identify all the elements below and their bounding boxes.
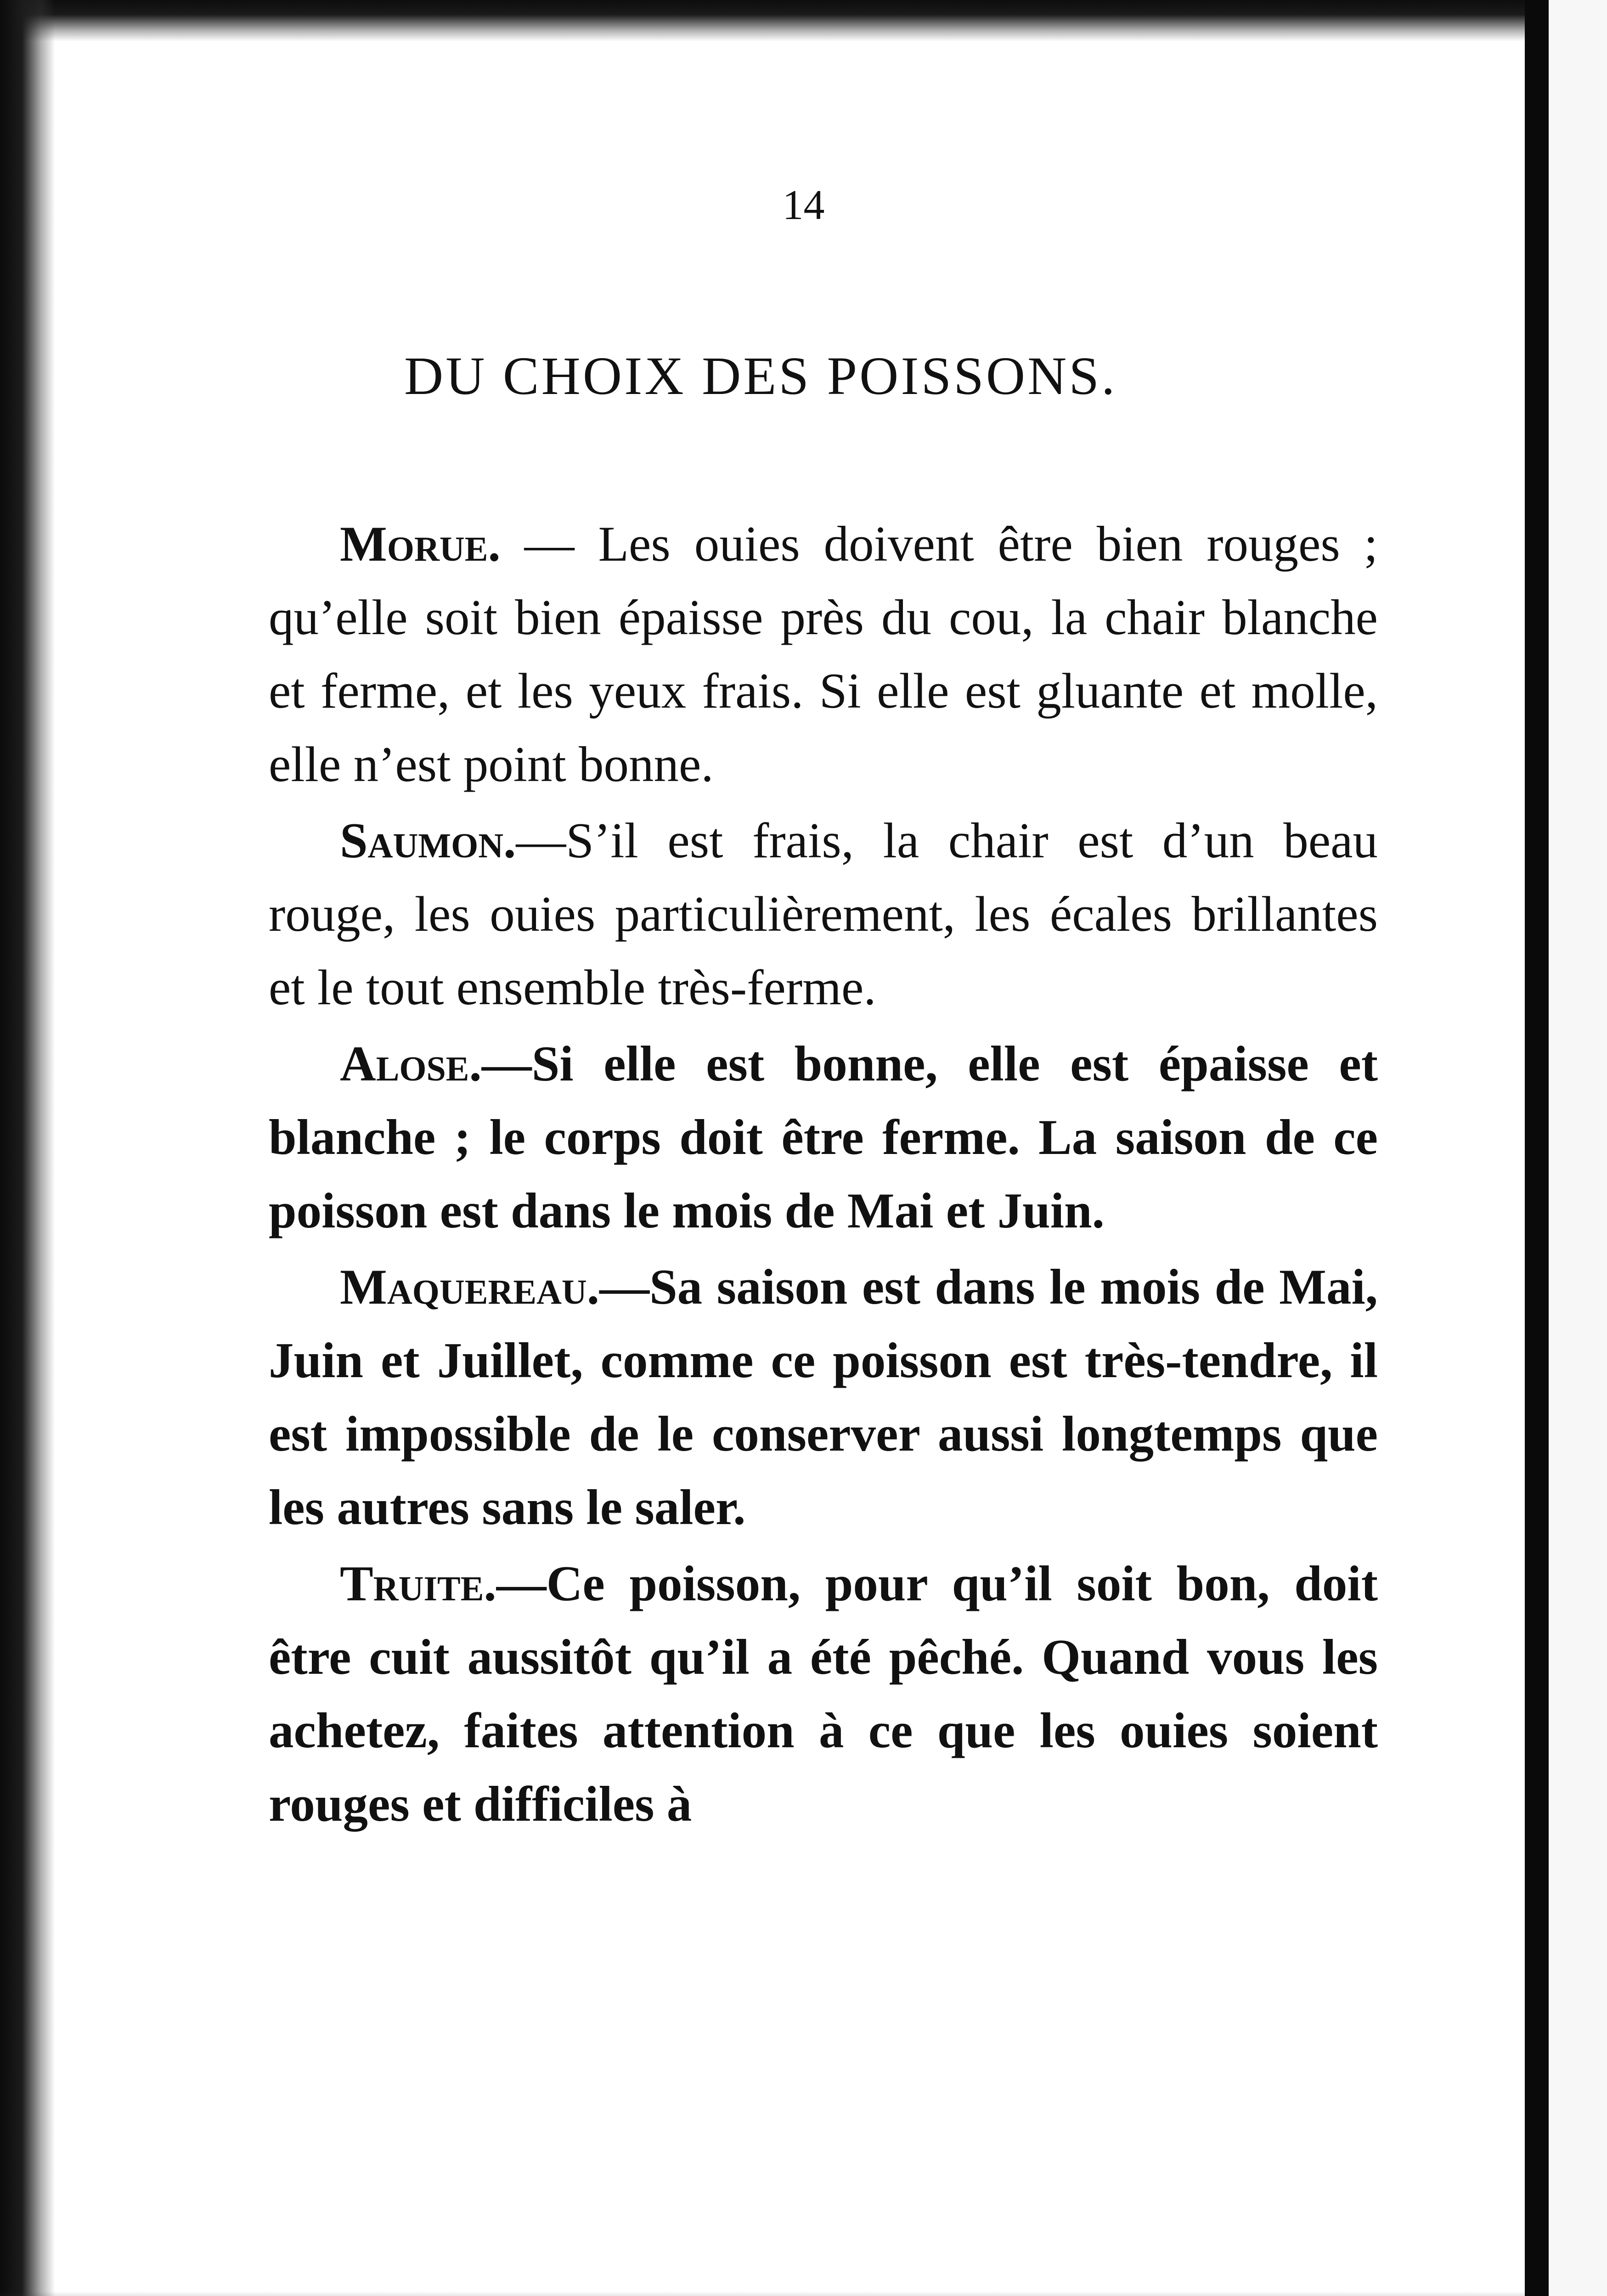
entry-maquereau <box>269 1250 1378 1544</box>
scan-right-margin <box>1549 0 1607 2296</box>
scan-bottom-edge <box>0 2291 1607 2296</box>
entry-text: —S’il est frais, la chair est d’un beau rouge, les ouies particulièrement, les écales brillantes et le tout ensemble très-ferme. <box>269 813 1378 1015</box>
scan-top-edge <box>0 0 1607 41</box>
scan-left-edge <box>0 0 55 2296</box>
page-title: DU CHOIX DES POISSONS. <box>404 346 1117 406</box>
entry-name: Alose. <box>340 1036 482 1092</box>
entry-name: Maquereau. <box>340 1259 600 1315</box>
entry-alose <box>269 1027 1378 1248</box>
entry-morue <box>269 507 1378 801</box>
page-gutter-rule <box>1525 0 1549 2296</box>
entry-saumon <box>269 804 1378 1024</box>
body-text <box>269 507 1378 1841</box>
entry-text: —Si elle est bonne, elle est épaisse et blanche ; le corps doit être ferme. La saison de ce poisson est dans le mois de Mai et Juin. <box>269 1036 1378 1238</box>
entry-name: Saumon. <box>340 813 516 868</box>
entry-name: Morue. <box>340 516 501 572</box>
page-number: 14 <box>782 181 825 228</box>
entry-text: —Ce poisson, pour qu’il soit bon, doit être cuit aussitôt qu’il a été pêché. Quand vous les achetez, faites attention à ce que les ouies soient rouges et difficiles à <box>269 1556 1378 1832</box>
entry-text: — Les ouies doivent être bien rouges ; qu’elle soit bien épaisse près du cou, la chair blanche et ferme, et les yeux frais. Si elle est gluante et molle, elle n’est point bonne. <box>269 516 1378 792</box>
entry-truite <box>269 1547 1378 1841</box>
entry-text: —Sa saison est dans le mois de Mai, Juin et Juillet, comme ce poisson est très-tendre, il est impossible de le conserver aussi longtemps que les autres sans le saler. <box>269 1259 1378 1535</box>
entry-name: Truite. <box>340 1556 496 1611</box>
